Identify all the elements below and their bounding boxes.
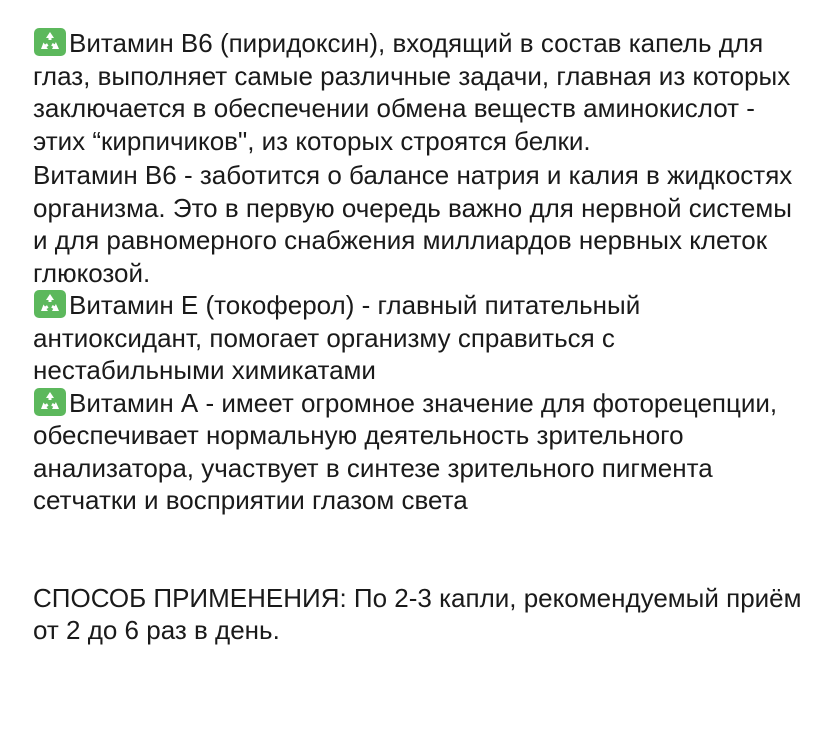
paragraph-text: Витамин В6 - заботится о балансе натрия и калия в жидкостях организма. Это в первую очередь важно для нервной системы и для равномерного снабжения миллиардов нервных клеток глюкозой. xyxy=(33,160,793,288)
paragraph-text: Витамин В6 (пиридоксин), входящий в состав капель для глаз, выполняет самые различные задачи, главная из которых заключается в обеспечении обмена веществ аминокислот - этих “кирпичиков", из которых строятся белки. xyxy=(33,28,791,156)
recycle-icon xyxy=(33,27,67,57)
usage-text: СПОСОБ ПРИМЕНЕНИЯ: По 2-3 капли, рекомендуемый приём от 2 до 6 раз в день. xyxy=(33,582,802,645)
recycle-icon xyxy=(33,289,67,319)
paragraph-vitamin-b6-pyridoxine xyxy=(33,27,813,157)
recycle-icon xyxy=(33,387,67,417)
paragraph-vitamin-e xyxy=(33,289,813,387)
paragraph-text: Витамин Е (токоферол) - главный питательный антиоксидант, помогает организму справиться с нестабильными химикатами xyxy=(33,290,641,385)
paragraph-vitamin-a xyxy=(33,387,813,517)
usage-instructions xyxy=(33,582,813,647)
paragraph-vitamin-b6-balance xyxy=(33,159,813,289)
post-text xyxy=(33,27,813,647)
paragraph-text: Витамин А - имеет огромное значение для фоторецепции, обеспечивает нормальную деятельность зрительного анализатора, участвует в синтезе зрительного пигмента сетчатки и восприятии глазом света xyxy=(33,387,778,515)
